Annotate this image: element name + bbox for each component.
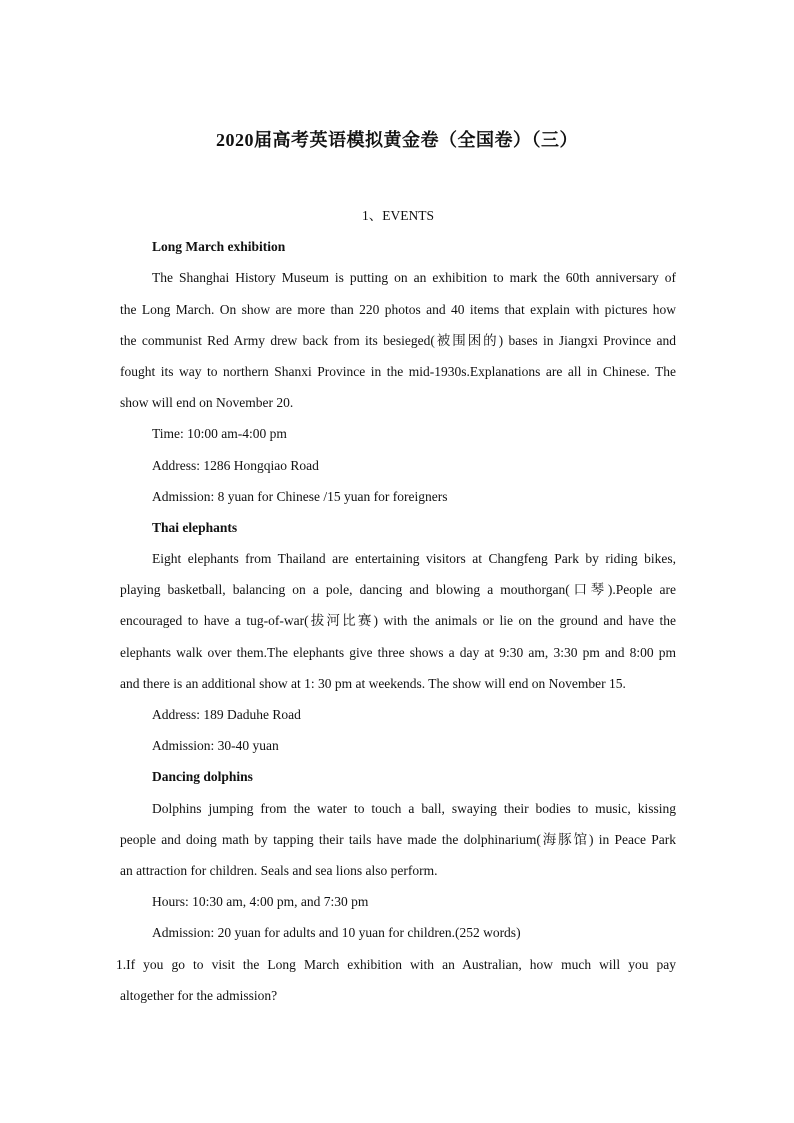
info-admission: Admission: 20 yuan for adults and 10 yuan for children.(252 words): [152, 925, 521, 941]
subheading-thai-elephants: Thai elephants: [152, 519, 238, 535]
paragraph-line: Eight elephants from Thailand are entertaining visitors at Changfeng Park by riding bikes,: [152, 551, 676, 567]
paragraph-line: elephants walk over them.The elephants give three shows a day at 9:30 am, 3:30 pm and 8:00 pm: [120, 644, 676, 660]
paragraph-line: The Shanghai History Museum is putting on an exhibition to mark the 60th anniversary of: [152, 270, 676, 286]
subheading-long-march: Long March exhibition: [152, 239, 286, 255]
info-hours: Hours: 10:30 am, 4:00 pm, and 7:30 pm: [152, 894, 369, 910]
section-heading: 1、EVENTS: [362, 208, 434, 223]
paragraph-line: Dolphins jumping from the water to touch a ball, swaying their bodies to music, kissing: [152, 800, 676, 816]
subheading-dancing-dolphins: Dancing dolphins: [152, 769, 253, 785]
paragraph-line: encouraged to have a tug-of-war(拔河比赛) with the animals or lie on the ground and have the: [120, 613, 676, 629]
info-admission: Admission: 30-40 yuan: [152, 738, 279, 754]
document-title: 2020届高考英语模拟黄金卷（全国卷）（三）: [216, 130, 578, 150]
paragraph-line: an attraction for children. Seals and sea lions also perform.: [120, 862, 438, 878]
document-body: [116, 200, 676, 1011]
paragraph-line: the Long March. On show are more than 220 photos and 40 items that explain with pictures how: [120, 301, 676, 317]
paragraph-line: fought its way to northern Shanxi Province in the mid-1930s.Explanations are all in Chinese. The: [120, 363, 676, 379]
question-1-continued: altogether for the admission?: [120, 987, 278, 1003]
paragraph-line: show will end on November 20.: [120, 395, 294, 411]
info-time: Time: 10:00 am-4:00 pm: [152, 426, 287, 442]
info-address: Address: 189 Daduhe Road: [152, 707, 301, 722]
paragraph-line: and there is an additional show at 1: 30 pm at weekends. The show will end on November 15.: [120, 675, 626, 691]
question-1: 1.If you go to visit the Long March exhibition with an Australian, how much will you pay: [116, 956, 676, 972]
paragraph-line: the communist Red Army drew back from its besieged(被围困的) bases in Jiangxi Province and: [120, 332, 676, 348]
paragraph-line: people and doing math by tapping their tails have made the dolphinarium(海豚馆) in Peace Park: [120, 831, 676, 847]
info-address: Address: 1286 Hongqiao Road: [152, 457, 319, 473]
paragraph-line: playing basketball, balancing on a pole, dancing and blowing a mouthorgan(口琴).People are: [120, 582, 676, 598]
info-admission: Admission: 8 yuan for Chinese /15 yuan for foreigners: [152, 488, 448, 504]
